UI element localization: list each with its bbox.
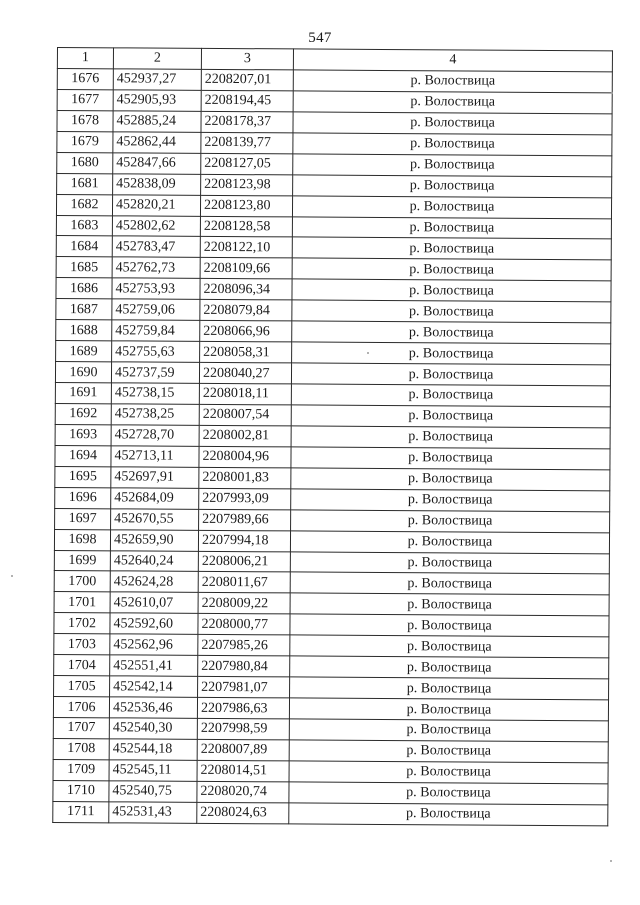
point-number-cell: 1689	[56, 341, 112, 362]
point-number-cell: 1706	[53, 697, 109, 718]
point-number-cell: 1695	[55, 466, 111, 487]
scan-speck	[611, 92, 613, 94]
point-number-cell: 1703	[54, 634, 110, 655]
description-cell: р. Волоствица	[293, 154, 612, 177]
y-coordinate-cell: 2208066,96	[200, 321, 292, 342]
x-coordinate-cell: 452713,11	[111, 446, 199, 467]
y-coordinate-cell: 2207985,26	[198, 635, 290, 656]
y-coordinate-cell: 2208009,22	[198, 593, 290, 614]
point-number-cell: 1694	[55, 445, 111, 466]
x-coordinate-cell: 452540,30	[109, 718, 197, 739]
description-cell: р. Волоствица	[291, 426, 610, 449]
y-coordinate-cell: 2208194,45	[201, 90, 293, 111]
x-coordinate-cell: 452531,43	[109, 802, 197, 823]
description-cell: р. Волоствица	[289, 740, 608, 763]
description-cell: р. Волоствица	[291, 468, 610, 491]
description-cell: р. Волоствица	[290, 635, 609, 658]
x-coordinate-cell: 452762,73	[112, 257, 200, 278]
description-cell: р. Волоствица	[289, 698, 608, 721]
point-number-cell: 1683	[56, 215, 112, 236]
description-cell: р. Волоствица	[292, 300, 611, 323]
point-number-cell: 1684	[56, 236, 112, 257]
x-coordinate-cell: 452551,41	[110, 655, 198, 676]
header-col-2: 2	[113, 48, 201, 69]
header-col-1: 1	[57, 47, 113, 68]
point-number-cell: 1692	[55, 403, 111, 424]
point-number-cell: 1681	[57, 173, 113, 194]
x-coordinate-cell: 452937,27	[113, 69, 201, 90]
x-coordinate-cell: 452542,14	[110, 676, 198, 697]
point-number-cell: 1679	[57, 131, 113, 152]
x-coordinate-cell: 452728,70	[111, 425, 199, 446]
y-coordinate-cell: 2208127,05	[201, 153, 293, 174]
point-number-cell: 1680	[57, 152, 113, 173]
header-col-3: 3	[201, 48, 293, 69]
y-coordinate-cell: 2208000,77	[198, 614, 290, 635]
y-coordinate-cell: 2207986,63	[197, 697, 289, 718]
description-cell: р. Волоствица	[291, 510, 610, 533]
point-number-cell: 1711	[53, 801, 109, 822]
point-number-cell: 1686	[56, 278, 112, 299]
description-cell: р. Волоствица	[291, 405, 610, 428]
x-coordinate-cell: 452738,25	[111, 404, 199, 425]
description-cell: р. Волоствица	[289, 719, 608, 742]
y-coordinate-cell: 2208079,84	[200, 300, 292, 321]
description-cell: р. Волоствица	[290, 572, 609, 595]
y-coordinate-cell: 2207989,66	[199, 509, 291, 530]
y-coordinate-cell: 2208002,81	[199, 425, 291, 446]
x-coordinate-cell: 452783,47	[112, 236, 200, 257]
x-coordinate-cell: 452738,15	[111, 383, 199, 404]
point-number-cell: 1701	[54, 592, 110, 613]
description-cell: р. Волоствица	[290, 614, 609, 637]
scan-speck	[610, 860, 612, 862]
point-number-cell: 1678	[57, 110, 113, 131]
x-coordinate-cell: 452759,84	[112, 320, 200, 341]
point-number-cell: 1688	[56, 320, 112, 341]
x-coordinate-cell: 452545,11	[109, 760, 197, 781]
point-number-cell: 1710	[53, 780, 109, 801]
point-number-cell: 1676	[57, 68, 113, 89]
description-cell: р. Волоствица	[291, 384, 610, 407]
y-coordinate-cell: 2208011,67	[198, 572, 290, 593]
point-number-cell: 1707	[53, 717, 109, 738]
description-cell: р. Волоствица	[292, 342, 611, 365]
coordinates-table	[52, 47, 613, 826]
page-number: 547	[308, 30, 332, 46]
description-cell: р. Волоствица	[290, 677, 609, 700]
description-cell: р. Волоствица	[289, 782, 608, 805]
y-coordinate-cell: 2208178,37	[201, 111, 293, 132]
x-coordinate-cell: 452759,06	[112, 299, 200, 320]
table-body	[53, 68, 613, 825]
x-coordinate-cell: 452659,90	[110, 529, 198, 550]
description-cell: р. Волоствица	[293, 70, 612, 93]
y-coordinate-cell: 2207994,18	[198, 530, 290, 551]
point-number-cell: 1696	[55, 487, 111, 508]
x-coordinate-cell: 452624,28	[110, 571, 198, 592]
x-coordinate-cell: 452536,46	[109, 697, 197, 718]
description-cell: р. Волоствица	[289, 761, 608, 784]
y-coordinate-cell: 2208001,83	[199, 467, 291, 488]
y-coordinate-cell: 2208139,77	[201, 132, 293, 153]
y-coordinate-cell: 2207993,09	[199, 488, 291, 509]
y-coordinate-cell: 2208058,31	[200, 341, 292, 362]
y-coordinate-cell: 2207981,07	[198, 676, 290, 697]
scan-speck	[367, 352, 369, 354]
point-number-cell: 1691	[55, 382, 111, 403]
x-coordinate-cell: 452640,24	[110, 550, 198, 571]
description-cell: р. Волоствица	[290, 551, 609, 574]
description-cell: р. Волоствица	[292, 321, 611, 344]
y-coordinate-cell: 2208024,63	[197, 802, 289, 823]
point-number-cell: 1698	[54, 529, 110, 550]
coordinates-table-wrapper	[0, 47, 640, 827]
scan-speck	[11, 575, 13, 577]
point-number-cell: 1685	[56, 257, 112, 278]
description-cell: р. Волоствица	[292, 195, 611, 218]
table-row	[53, 801, 608, 825]
x-coordinate-cell: 452610,07	[110, 592, 198, 613]
x-coordinate-cell: 452838,09	[113, 173, 201, 194]
description-cell: р. Волоствица	[290, 593, 609, 616]
description-cell: р. Волоствица	[291, 447, 610, 470]
y-coordinate-cell: 2208123,80	[200, 195, 292, 216]
y-coordinate-cell: 2208096,34	[200, 279, 292, 300]
x-coordinate-cell: 452885,24	[113, 111, 201, 132]
x-coordinate-cell: 452802,62	[112, 215, 200, 236]
point-number-cell: 1682	[56, 194, 112, 215]
y-coordinate-cell: 2208128,58	[200, 216, 292, 237]
point-number-cell: 1705	[54, 676, 110, 697]
x-coordinate-cell: 452755,63	[112, 341, 200, 362]
description-cell: р. Волоствица	[293, 175, 612, 198]
point-number-cell: 1693	[55, 424, 111, 445]
y-coordinate-cell: 2207998,59	[197, 718, 289, 739]
x-coordinate-cell: 452820,21	[112, 194, 200, 215]
description-cell: р. Волоствица	[291, 489, 610, 512]
point-number-cell: 1709	[53, 759, 109, 780]
x-coordinate-cell: 452697,91	[111, 467, 199, 488]
y-coordinate-cell: 2208109,66	[200, 258, 292, 279]
x-coordinate-cell: 452684,09	[111, 488, 199, 509]
y-coordinate-cell: 2208040,27	[199, 362, 291, 383]
description-cell: р. Волоствица	[292, 216, 611, 239]
point-number-cell: 1697	[55, 508, 111, 529]
y-coordinate-cell: 2208004,96	[199, 446, 291, 467]
point-number-cell: 1699	[54, 550, 110, 571]
y-coordinate-cell: 2208007,89	[197, 739, 289, 760]
description-cell: р. Волоствица	[292, 258, 611, 281]
description-cell: р. Волоствица	[292, 237, 611, 260]
header-col-4: 4	[293, 49, 612, 72]
x-coordinate-cell: 452562,96	[110, 634, 198, 655]
y-coordinate-cell: 2208006,21	[198, 551, 290, 572]
y-coordinate-cell: 2208207,01	[201, 69, 293, 90]
description-cell: р. Волоствица	[292, 279, 611, 302]
description-cell: р. Волоствица	[290, 530, 609, 553]
y-coordinate-cell: 2208020,74	[197, 781, 289, 802]
x-coordinate-cell: 452540,75	[109, 781, 197, 802]
description-cell: р. Волоствица	[293, 91, 612, 114]
point-number-cell: 1704	[54, 655, 110, 676]
description-cell: р. Волоствица	[291, 363, 610, 386]
point-number-cell: 1677	[57, 89, 113, 110]
description-cell: р. Волоствица	[289, 803, 608, 826]
description-cell: р. Волоствица	[293, 133, 612, 156]
point-number-cell: 1700	[54, 571, 110, 592]
y-coordinate-cell: 2207980,84	[198, 656, 290, 677]
point-number-cell: 1708	[53, 738, 109, 759]
description-cell: р. Волоствица	[293, 112, 612, 135]
point-number-cell: 1687	[56, 299, 112, 320]
y-coordinate-cell: 2208122,10	[200, 237, 292, 258]
description-cell: р. Волоствица	[290, 656, 609, 679]
x-coordinate-cell: 452670,55	[111, 508, 199, 529]
x-coordinate-cell: 452737,59	[111, 362, 199, 383]
x-coordinate-cell: 452905,93	[113, 90, 201, 111]
y-coordinate-cell: 2208014,51	[197, 760, 289, 781]
x-coordinate-cell: 452862,44	[113, 132, 201, 153]
y-coordinate-cell: 2208007,54	[199, 404, 291, 425]
x-coordinate-cell: 452592,60	[110, 613, 198, 634]
point-number-cell: 1690	[55, 362, 111, 383]
y-coordinate-cell: 2208123,98	[201, 174, 293, 195]
x-coordinate-cell: 452753,93	[112, 278, 200, 299]
x-coordinate-cell: 452544,18	[109, 739, 197, 760]
x-coordinate-cell: 452847,66	[113, 153, 201, 174]
point-number-cell: 1702	[54, 613, 110, 634]
y-coordinate-cell: 2208018,11	[199, 383, 291, 404]
